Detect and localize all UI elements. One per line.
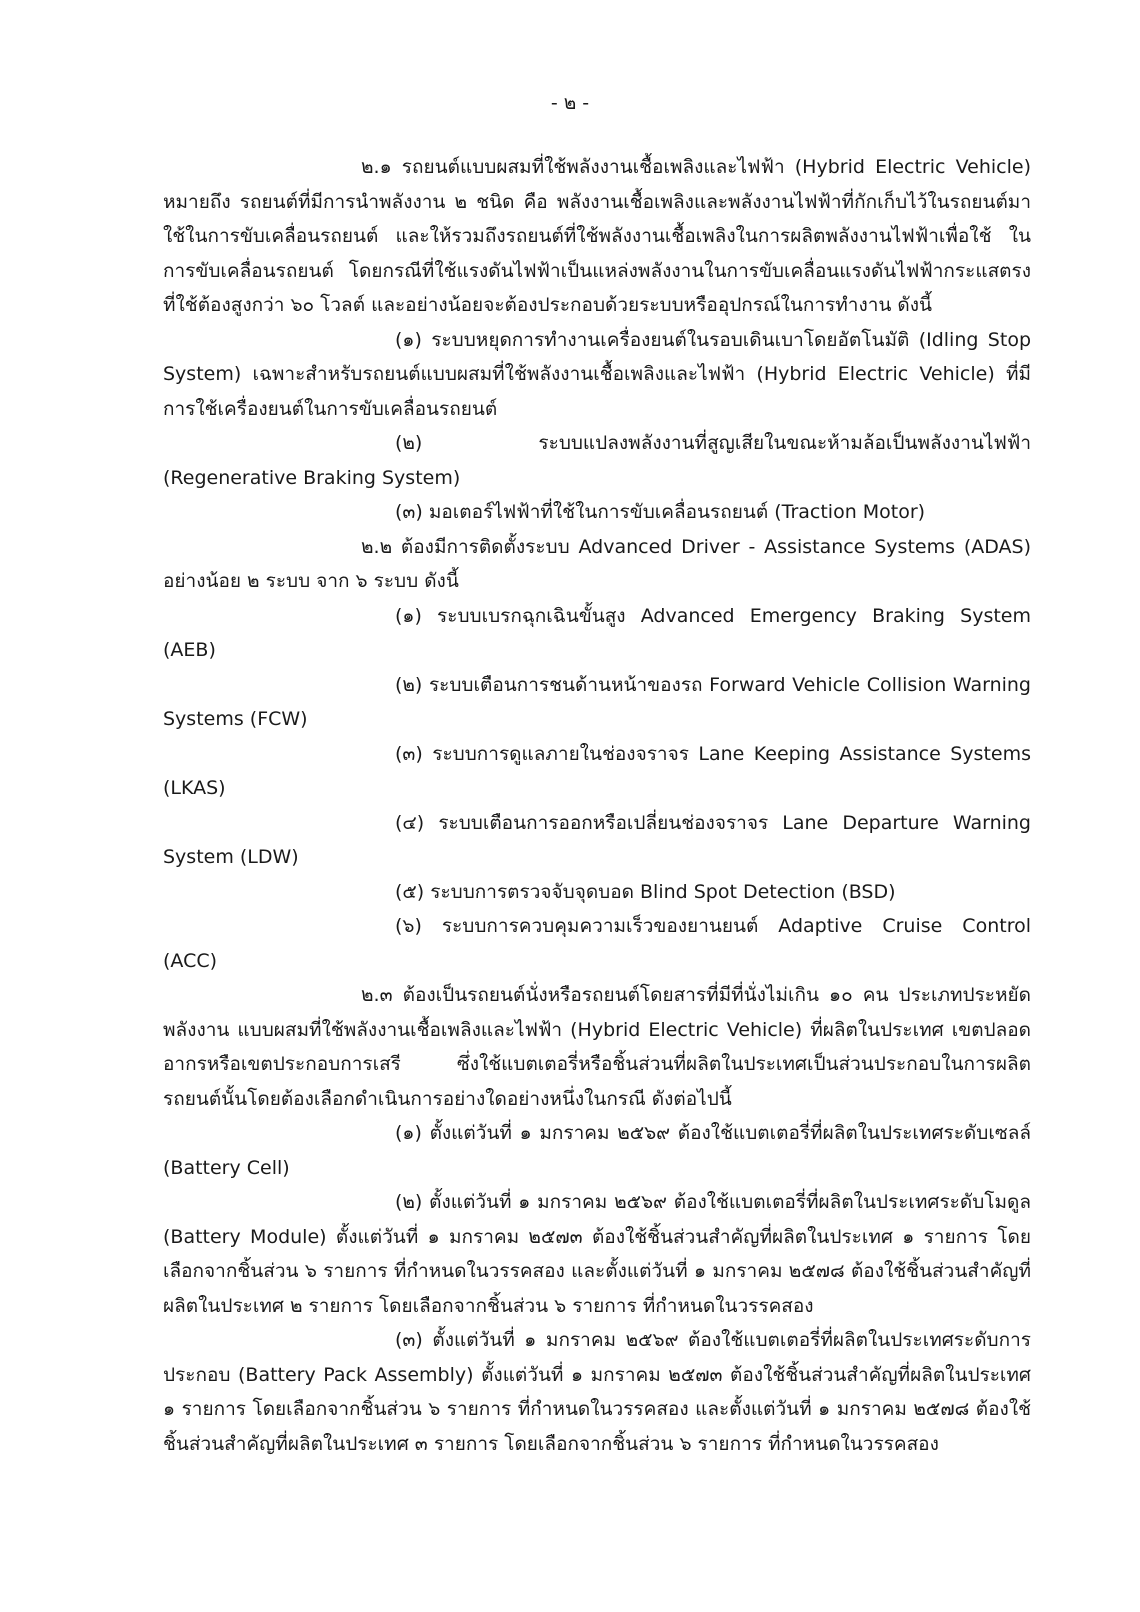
paragraph-2-2-item-6: (๖) ระบบการควบคุมความเร็วของยานยนต์ Adaptive Cruise Control (ACC)	[163, 915, 1031, 972]
paragraph-2-3-item-2: (๒) ตั้งแต่วันที่ ๑ มกราคม ๒๕๖๙ ต้องใช้แบตเตอรี่ที่ผลิตในประเทศระดับโมดูล (Battery Module) ตั้งแต่วันที่ ๑ มกราคม ๒๕๗๓ ต้องใช้ชิ้นส่วนสำคัญที่ผลิตในประเทศ ๑ รายการ โดยเลือกจากชิ้นส่วน ๖ รายการ ที่กำหนดในวรรคสอง และตั้งแต่วันที่ ๑ มกราคม ๒๕๗๘ ต้องใช้ชิ้นส่วนสำคัญที่ผลิตในประเทศ ๒ รายการ โดยเลือกจากชิ้นส่วน ๖ รายการ ที่กำหนดในวรรคสอง	[163, 1191, 1031, 1317]
paragraph-2-3: ๒.๓ ต้องเป็นรถยนต์นั่งหรือรถยนต์โดยสารที่มีที่นั่งไม่เกิน ๑๐ คน ประเภทประหยัดพลังงาน แบบผสมที่ใช้พลังงานเชื้อเพลิงและไฟฟ้า (Hybrid Electric Vehicle) ที่ผลิตในประเทศ เขตปลอดอากรหรือเขตประกอบการเสรี ซึ่งใช้แบตเตอรี่หรือชิ้นส่วนที่ผลิตในประเทศเป็นส่วนประกอบในการผลิตรถยนต์นั้นโดยต้องเลือกดำเนินการอย่างใดอย่างหนึ่งในกรณี ดังต่อไปนี้	[163, 984, 1031, 1110]
paragraph-2-2-item-1: (๑) ระบบเบรกฉุกเฉินขั้นสูง Advanced Emergency Braking System (AEB)	[163, 604, 1031, 661]
paragraph-2-1-item-1: (๑) ระบบหยุดการทำงานเครื่องยนต์ในรอบเดินเบาโดยอัตโนมัติ (Idling Stop System) เฉพาะสำหรับรถยนต์แบบผสมที่ใช้พลังงานเชื้อเพลิงและไฟฟ้า (Hybrid Electric Vehicle) ที่มีการใช้เครื่องยนต์ในการขับเคลื่อนรถยนต์	[163, 328, 1031, 420]
paragraph-2-3-item-3: (๓) ตั้งแต่วันที่ ๑ มกราคม ๒๕๖๙ ต้องใช้แบตเตอรี่ที่ผลิตในประเทศระดับการประกอบ (Battery Pack Assembly) ตั้งแต่วันที่ ๑ มกราคม ๒๕๗๓ ต้องใช้ชิ้นส่วนสำคัญที่ผลิตในประเทศ ๑ รายการ โดยเลือกจากชิ้นส่วน ๖ รายการ ที่กำหนดในวรรคสอง และตั้งแต่วันที่ ๑ มกราคม ๒๕๗๘ ต้องใช้ชิ้นส่วนสำคัญที่ผลิตในประเทศ ๓ รายการ โดยเลือกจากชิ้นส่วน ๖ รายการ ที่กำหนดในวรรคสอง	[163, 1329, 1031, 1455]
page-number: - ๒ -	[550, 92, 590, 114]
paragraph-2-3-item-1: (๑) ตั้งแต่วันที่ ๑ มกราคม ๒๕๖๙ ต้องใช้แบตเตอรี่ที่ผลิตในประเทศระดับเซลล์ (Battery Cell)	[163, 1122, 1031, 1179]
paragraph-2-2-item-3: (๓) ระบบการดูแลภายในช่องจราจร Lane Keeping Assistance Systems (LKAS)	[163, 742, 1031, 799]
paragraph-2-1: ๒.๑ รถยนต์แบบผสมที่ใช้พลังงานเชื้อเพลิงและไฟฟ้า (Hybrid Electric Vehicle) หมายถึง รถยนต์ที่มีการนำพลังงาน ๒ ชนิด คือ พลังงานเชื้อเพลิงและพลังงานไฟฟ้าที่กักเก็บไว้ในรถยนต์มาใช้ในการขับเคลื่อนรถยนต์ และให้รวมถึงรถยนต์ที่ใช้พลังงานเชื้อเพลิงในการผลิตพลังงานไฟฟ้าเพื่อใช้ ในการขับเคลื่อนรถยนต์ โดยกรณีที่ใช้แรงดันไฟฟ้าเป็นแหล่งพลังงานในการขับเคลื่อนแรงดันไฟฟ้ากระแสตรงที่ใช้ต้องสูงกว่า ๖๐ โวลต์ และอย่างน้อยจะต้องประกอบด้วยระบบหรืออุปกรณ์ในการทำงาน ดังนี้	[163, 156, 1031, 316]
paragraph-2-1-item-2: (๒) ระบบแปลงพลังงานที่สูญเสียในขณะห้ามล้อเป็นพลังงานไฟฟ้า (Regenerative Braking System)	[163, 432, 1031, 489]
paragraph-2-2-item-4: (๔) ระบบเตือนการออกหรือเปลี่ยนช่องจราจร Lane Departure Warning System (LDW)	[163, 811, 1031, 868]
paragraph-2-2-item-5: (๕) ระบบการตรวจจับจุดบอด Blind Spot Detection (BSD)	[395, 880, 896, 903]
paragraph-2-1-item-3: (๓) มอเตอร์ไฟฟ้าที่ใช้ในการขับเคลื่อนรถยนต์ (Traction Motor)	[395, 501, 926, 523]
paragraph-2-2-item-2: (๒) ระบบเตือนการชนด้านหน้าของรถ Forward Vehicle Collision Warning Systems (FCW)	[163, 673, 1031, 730]
paragraph-2-2: ๒.๒ ต้องมีการติดตั้งระบบ Advanced Driver - Assistance Systems (ADAS) อย่างน้อย ๒ ระบบ จาก ๖ ระบบ ดังนี้	[163, 535, 1031, 592]
document-body	[163, 150, 1031, 1461]
